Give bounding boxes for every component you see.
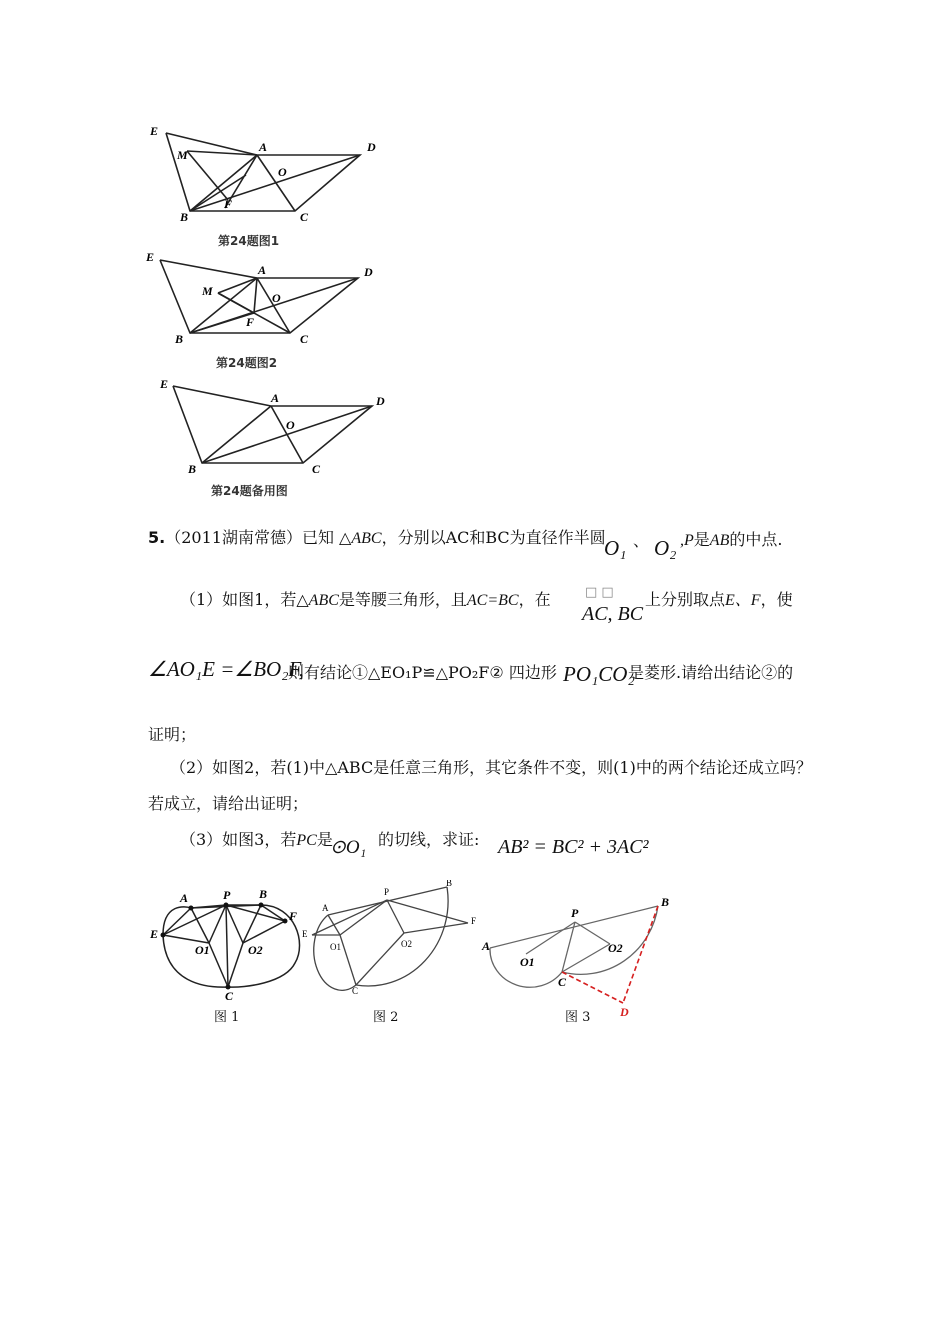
bf2-seg-O2F	[404, 923, 468, 933]
fig3-label-C: C	[312, 462, 321, 476]
math-angle: ∠AO₁E =∠BO₂F,	[148, 657, 304, 681]
fig3-label-B: B	[188, 462, 197, 476]
bf3-label-C: C	[558, 975, 567, 989]
fig3-label-O: O	[286, 418, 295, 432]
fig1-seg-BM	[190, 175, 246, 211]
bf1-seg-O1C	[209, 943, 228, 987]
bottom-figure-2	[300, 880, 485, 1005]
bf1-label-A: A	[180, 891, 189, 905]
bf3-seg-PO2	[575, 922, 610, 944]
circle-sep: 、	[633, 531, 650, 550]
figure-24-1	[140, 118, 400, 253]
bf1-seg-AO1	[191, 908, 209, 943]
bf3-label-B: B	[661, 895, 670, 909]
math-P: P	[684, 532, 694, 549]
problem-number: 5.	[148, 528, 166, 547]
bf1-seg-O2F	[243, 921, 285, 943]
fig3-caption: 第24题备用图	[211, 484, 288, 498]
math-O1: O₁	[604, 536, 627, 560]
bf3-seg-BD	[623, 906, 658, 1003]
fig1-label-O: O	[278, 165, 287, 179]
bottom-figure-2-caption: 图 2	[373, 1010, 399, 1025]
bf1-dot-E	[161, 933, 166, 938]
fig1-caption: 第24题图1	[218, 234, 280, 248]
fig2-seg-BF	[190, 313, 254, 333]
bf1-label-C: C	[225, 989, 234, 1003]
fig3-label-E: E	[160, 377, 169, 391]
fig1-seg-BD	[190, 155, 360, 211]
p1-g: 是菱形.请给出结论②的	[628, 663, 794, 682]
fig1-label-A: A	[259, 140, 268, 154]
fig2-label-A: A	[258, 263, 267, 277]
bf2-label-B: B	[446, 880, 453, 888]
figure-24-2	[140, 250, 400, 375]
bf2-label-F: F	[471, 916, 477, 926]
math-PO1CO2: PO₁CO₂	[563, 662, 635, 686]
fig2-label-M: M	[202, 284, 213, 298]
bf1-label-E: E	[150, 927, 159, 941]
problem-intro-rest: ，分别以AC和BC为直径作半圆	[381, 528, 606, 547]
fig3-label-D: D	[376, 394, 385, 408]
bf1-seg-PC	[226, 905, 228, 987]
p3-b: 是	[316, 830, 333, 849]
fig1-label-D: D	[367, 140, 376, 154]
math-circ-O1: ⊙O₁	[330, 837, 367, 858]
fig1-seg-MF	[187, 151, 228, 200]
bf3-label-A: A	[482, 939, 491, 953]
bf1-seg-PO2	[226, 905, 243, 943]
bf1-label-O2: O2	[248, 943, 263, 957]
bf2-seg-PF	[387, 900, 468, 923]
p1-b: 是等腰三角形，且	[338, 590, 467, 609]
bf2-seg-PO2	[387, 900, 404, 933]
fig1-label-M: M	[177, 148, 188, 162]
bf2-seg-PO1	[340, 900, 387, 935]
bf3-label-P: P	[571, 906, 579, 920]
math-equation: AB² = BC² + 3AC²	[498, 836, 649, 858]
fig2-label-C: C	[300, 332, 309, 346]
bf2-label-E: E	[302, 929, 308, 939]
bf2-label-O2: O2	[401, 939, 412, 949]
p3-a: （3）如图3，若	[180, 830, 297, 849]
math-ABC: ABC	[351, 530, 382, 547]
figure-24-3	[140, 372, 410, 502]
part3-line	[180, 827, 333, 850]
math-arcs: AC, BC	[582, 603, 644, 625]
bf1-dot-A	[189, 906, 194, 911]
fig1-label-F: F	[224, 197, 233, 211]
fig2-label-F: F	[246, 315, 255, 329]
fig2-label-O: O	[272, 291, 281, 305]
bf3-label-O1: O1	[520, 955, 535, 969]
bottom-figure-1	[145, 888, 305, 1003]
bf3-seg-CD	[562, 972, 623, 1003]
fig1-label-E: E	[150, 124, 159, 138]
fig2-seg-AF	[254, 278, 257, 313]
p3-c: 的切线，求证:	[378, 830, 480, 849]
math-PC: PC	[296, 832, 317, 849]
fig3-seg-AB	[202, 406, 271, 463]
part1-line1-tail	[645, 587, 793, 610]
part1-line1	[180, 587, 551, 610]
bf1-seg-O2C	[228, 943, 243, 987]
fig1-label-C: C	[300, 210, 309, 224]
problem-source: （2011湖南常德）已知	[165, 528, 334, 547]
bf2-label-O1: O1	[330, 942, 341, 952]
triangle-symbol: △	[339, 528, 352, 547]
fig2-label-B: B	[175, 332, 184, 346]
fig2-seg-MA	[218, 278, 257, 293]
bf2-label-A: A	[322, 903, 329, 913]
bf2-semicircle-BC	[356, 887, 448, 986]
p1-h: 证明；	[148, 725, 197, 744]
p2-b: 若成立，请给出证明；	[148, 794, 309, 813]
bf2-label-C: C	[352, 986, 359, 996]
math-EF: E、F	[725, 592, 761, 609]
p1-e: ，使	[760, 590, 793, 609]
bf1-label-F: F	[289, 909, 298, 923]
p1-d: 上分别取点	[645, 590, 726, 609]
bottom-figure-3-caption: 图 3	[565, 1010, 591, 1025]
p2-a: （2）如图2，若(1)中△ABC是任意三角形，其它条件不变，则(1)中的两个结论还成立吗？	[170, 758, 812, 777]
bf2-seg-O1C	[340, 935, 356, 985]
bf1-dot-P	[224, 903, 229, 908]
bf3-label-O2: O2	[608, 941, 623, 955]
p1-ACeqBC: AC=BC	[466, 592, 519, 609]
bottom-figure-1-caption: 图 1	[214, 1010, 240, 1025]
bf3-label-D: D	[620, 1005, 629, 1019]
arc-marks: □ □	[585, 585, 614, 600]
bf1-dot-F	[283, 919, 288, 924]
bottom-figure-3	[478, 890, 688, 1020]
p1-f: 则有结论①△EO₁P≌△PO₂F② 四边形	[288, 663, 557, 682]
p1-ABC: ABC	[308, 592, 339, 609]
bf1-dot-B	[259, 903, 264, 908]
fig2-label-D: D	[364, 265, 373, 279]
p1-a: （1）如图1，若△	[180, 590, 309, 609]
p1-c: ，在	[518, 590, 551, 609]
math-O2: O₂	[654, 536, 677, 560]
bf1-seg-EO1	[163, 935, 209, 943]
bf1-seg-PO1	[209, 905, 226, 943]
fig2-label-E: E	[146, 250, 155, 264]
fig2-caption: 第24题图2	[216, 356, 278, 370]
bf2-label-P: P	[384, 887, 390, 897]
fig3-seg-BD	[202, 406, 372, 463]
bf1-label-O1: O1	[195, 943, 210, 957]
fig1-label-B: B	[180, 210, 189, 224]
bf3-seg-CO2	[562, 944, 610, 972]
midpoint-tail: 的中点.	[729, 530, 783, 549]
fig3-label-A: A	[271, 391, 280, 405]
bf1-label-B: B	[259, 888, 268, 901]
bf1-label-P: P	[223, 888, 231, 902]
midpoint-text: 是	[693, 530, 710, 549]
midpoint-line: ,P是AB的中点.	[680, 530, 783, 549]
math-AB: AB	[709, 532, 730, 549]
bf1-seg-EA	[163, 908, 191, 935]
bf2-seg-O2C	[356, 933, 404, 985]
problem-intro-line	[148, 525, 606, 548]
